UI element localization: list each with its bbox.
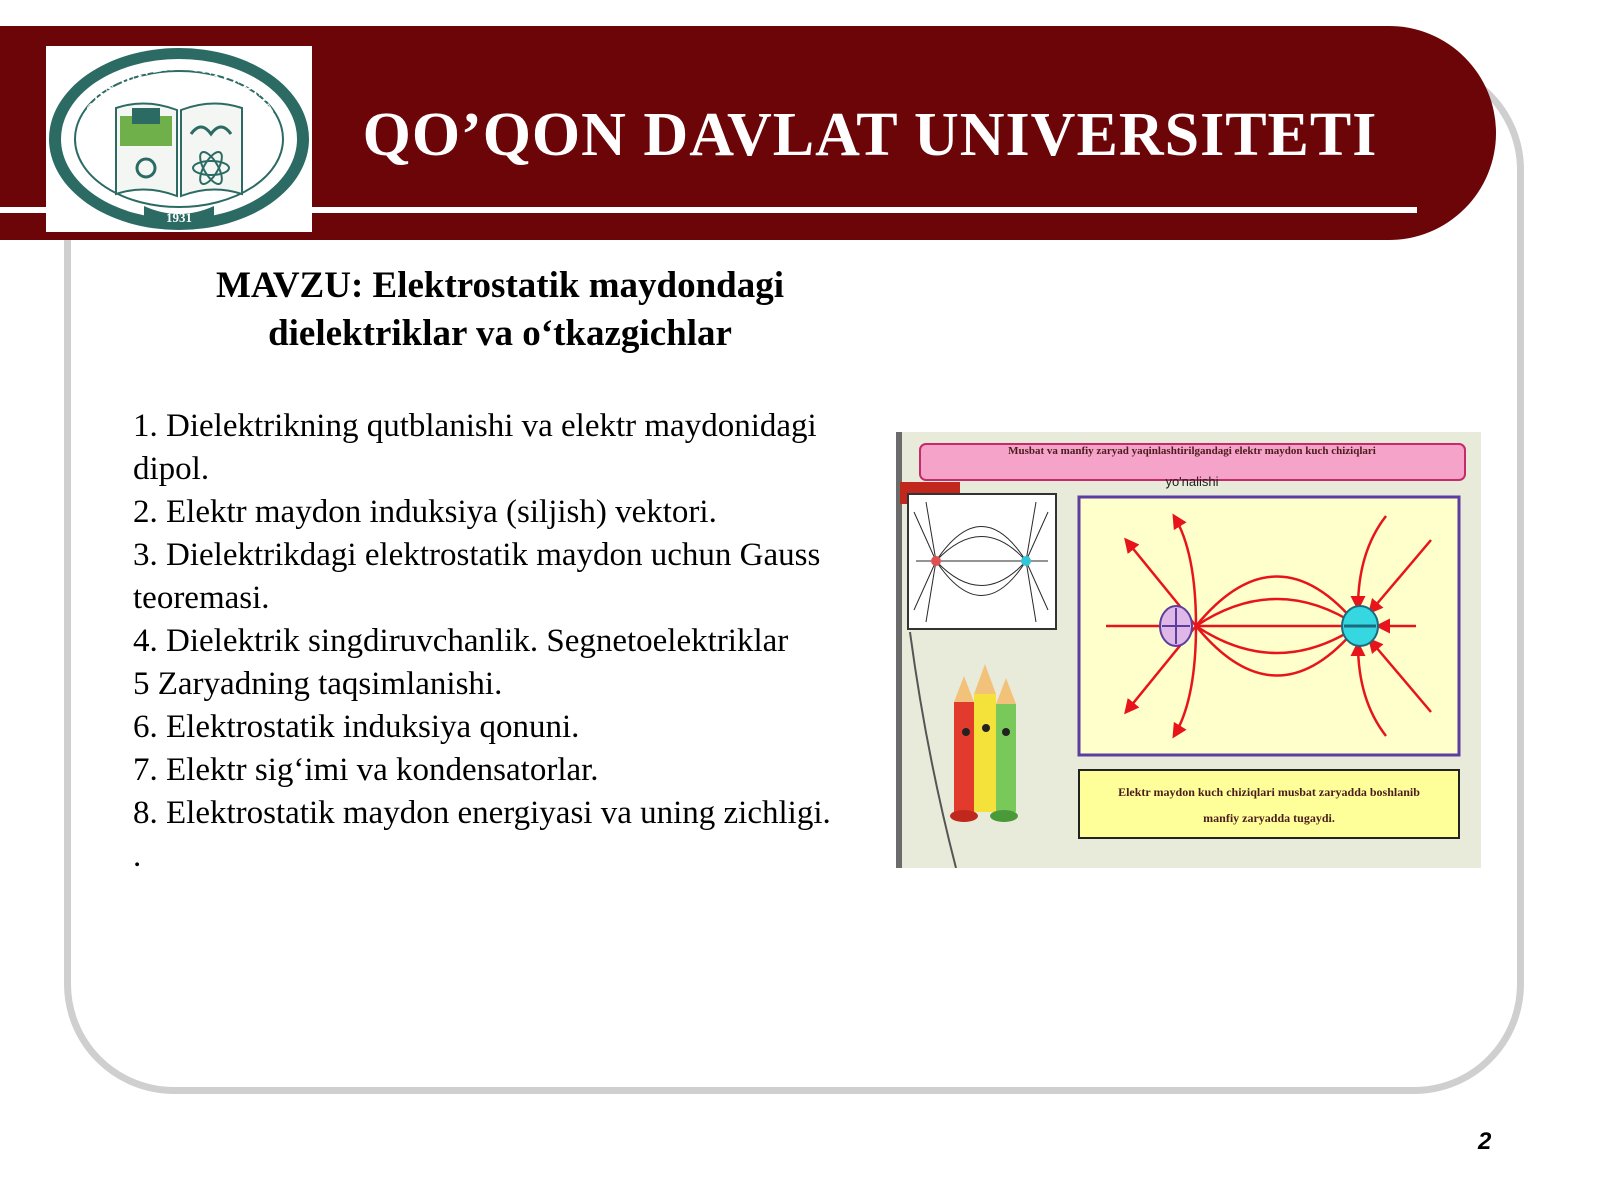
list-item: 2. Elektr maydon induksiya (siljish) vektori. [133, 494, 717, 530]
topic-heading [130, 262, 870, 358]
logo-year: 1931 [166, 210, 192, 225]
list-item: 3. Dielektrikdagi elektrostatik maydon uchun Gauss teoremasi. [133, 537, 821, 616]
topic-line-1: MAVZU: Elektrostatik maydondagi [215, 265, 785, 306]
figure-caption-line-2: manfiy zaryadda tugaydi. [1203, 811, 1335, 825]
list-item: 6. Elektrostatik induksiya qonuni. [133, 709, 580, 745]
figure-caption-box [1079, 770, 1459, 838]
figure-subtitle: yo'nalishi [1165, 474, 1219, 489]
list-item: 8. Elektrostatik maydon energiyasi va uning zichligi. [133, 795, 831, 831]
logo-ring-text: QO'QON DAVLAT UNIVERSITETI [73, 57, 285, 146]
list-item: 4. Dielektrik singdiruvchanlik. Segnetoelektriklar [133, 623, 789, 659]
electric-field-figure [896, 432, 1481, 868]
topic-line-2: dielektriklar va o‘tkazgichlar [268, 313, 732, 354]
slide-number: 2 [1478, 1128, 1492, 1155]
list-item: 5 Zaryadning taqsimlanishi. [133, 666, 503, 702]
university-logo [46, 46, 312, 232]
list-item: . [133, 838, 142, 874]
list-item: 1. Dielektrikning qutblanishi va elektr maydonidagi dipol. [133, 408, 817, 487]
topics-list [133, 405, 883, 878]
university-title: QO’QON DAVLAT UNIVERSITETI [362, 101, 1378, 169]
figure-caption-line-1: Elektr maydon kuch chiziqlari musbat zaryadda boshlanib [1118, 785, 1420, 799]
figure-banner-text: Musbat va manfiy zaryad yaqinlashtirilgandagi elektr maydon kuch chiziqlari [1008, 445, 1376, 457]
list-item: 7. Elektr sig‘imi va kondensatorlar. [133, 752, 599, 788]
